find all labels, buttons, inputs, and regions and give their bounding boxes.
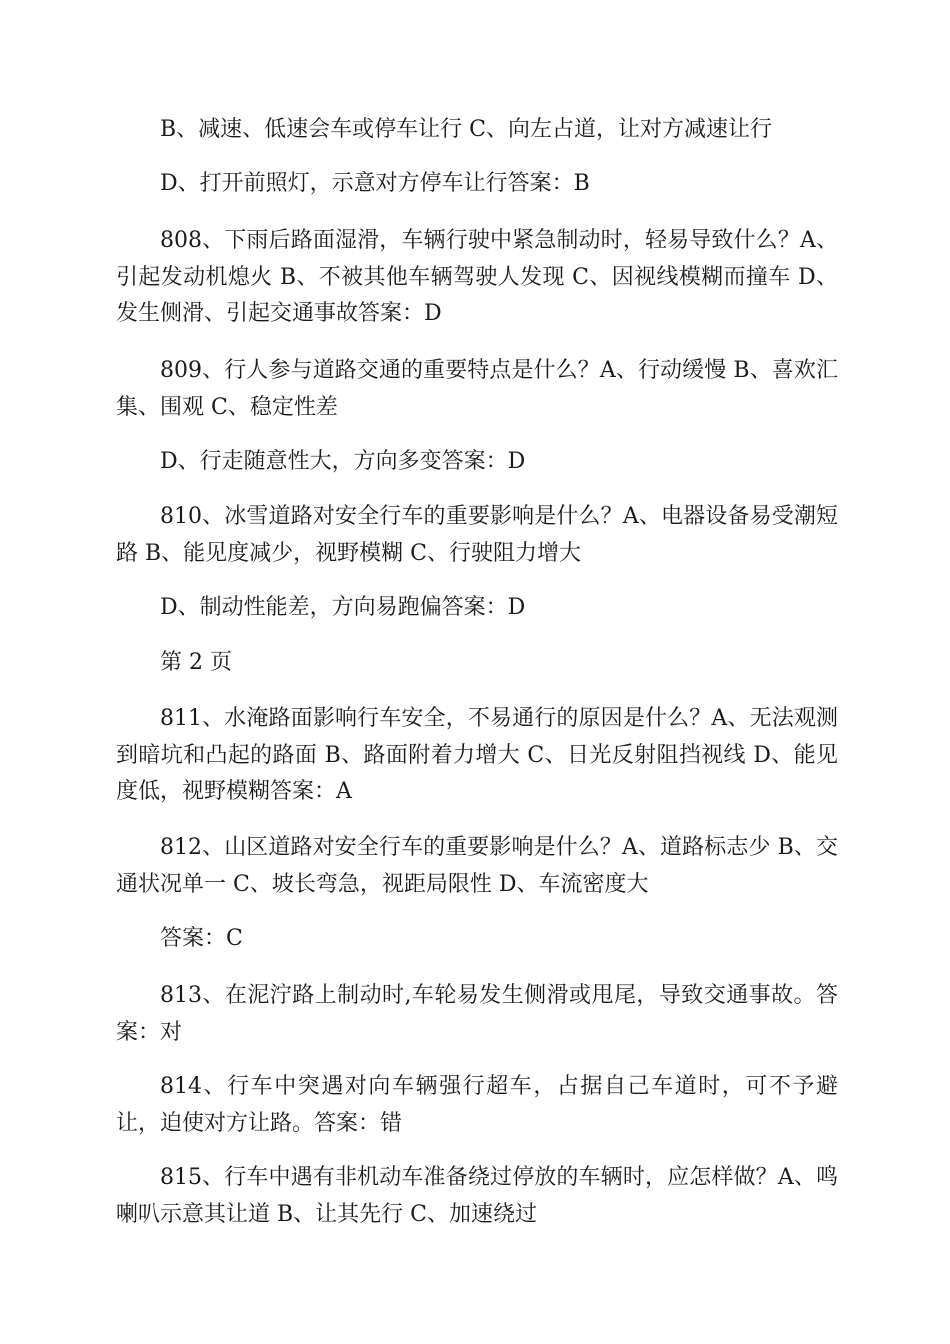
question-810: 810、冰雪道路对安全行车的重要影响是什么？A、电器设备易受潮短路 B、能见度减少，视野模糊 C、行驶阻力增大 — [116, 504, 838, 566]
question-811: 811、水淹路面影响行车安全，不易通行的原因是什么？A、无法观测到暗坑和凸起的路面 B、路面附着力增大 C、日光反射阻挡视线 D、能见度低，视野模糊答案：A — [116, 706, 838, 804]
paragraph-option-d-answer: D、打开前照灯，示意对方停车让行答案：B — [160, 171, 590, 196]
paragraph-809-option-d-answer: D、行走随意性大，方向多变答案：D — [160, 449, 526, 474]
page-number: 第 2 页 — [160, 650, 232, 675]
question-808: 808、下雨后路面湿滑，车辆行驶中紧急制动时，轻易导致什么？A、引起发动机熄火 B、不被其他车辆驾驶人发现 C、因视线模糊而撞车 D、发生侧滑、引起交通事故答案：D — [116, 228, 838, 326]
answer-812: 答案：C — [160, 926, 243, 951]
paragraph-810-option-d-answer: D、制动性能差，方向易跑偏答案：D — [160, 595, 526, 620]
question-814: 814、行车中突遇对向车辆强行超车，占据自己车道时，可不予避让，迫使对方让路。答案：错 — [116, 1074, 838, 1136]
question-815: 815、行车中遇有非机动车准备绕过停放的车辆时，应怎样做？A、鸣喇叭示意其让道 B、让其先行 C、加速绕过 — [116, 1165, 838, 1227]
question-812: 812、山区道路对安全行车的重要影响是什么？A、道路标志少 B、交通状况单一 C、坡长弯急，视距局限性 D、车流密度大 — [116, 835, 838, 897]
paragraph-options-b-c: B、减速、低速会车或停车让行 C、向左占道，让对方减速让行 — [160, 117, 772, 142]
question-813: 813、在泥泞路上制动时,车轮易发生侧滑或甩尾，导致交通事故。答案：对 — [116, 983, 838, 1045]
question-809: 809、行人参与道路交通的重要特点是什么？A、行动缓慢 B、喜欢汇集、围观 C、稳定性差 — [116, 358, 838, 420]
